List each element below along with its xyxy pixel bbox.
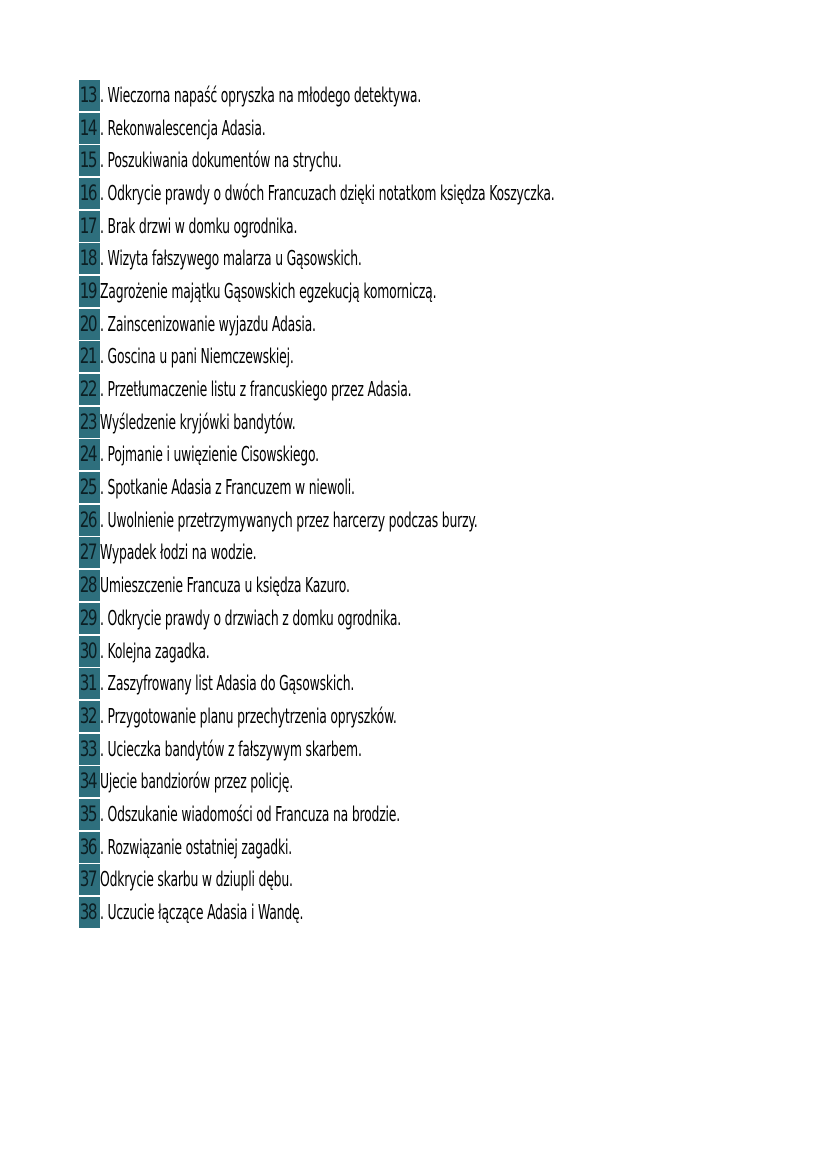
item-number: 28 (79, 573, 97, 598)
item-number: 29 (79, 605, 97, 630)
item-text: . Uczucie łączące Adasia i Wandę. (100, 900, 304, 925)
number-highlight (79, 178, 100, 209)
item-text: . Brak drzwi w domku ogrodnika. (100, 213, 298, 238)
number-highlight (79, 766, 100, 797)
item-text: . Zaszyfrowany list Adasia do Gąsowskich. (100, 671, 355, 696)
item-text: . Zainscenizowanie wyjazdu Adasia. (100, 311, 316, 336)
number-highlight (79, 832, 100, 863)
number-highlight (79, 897, 100, 928)
item-number: 38 (79, 900, 97, 925)
number-highlight (79, 603, 100, 634)
list-item (79, 537, 828, 570)
list-item (79, 864, 828, 897)
number-highlight (79, 636, 100, 667)
list-item (79, 177, 828, 210)
list-item (79, 439, 828, 472)
list-item (79, 798, 828, 831)
item-number: 21 (79, 344, 97, 369)
list-item (79, 275, 828, 308)
item-text: . Poszukiwania dokumentów na strychu. (100, 148, 342, 173)
list-item (79, 341, 828, 374)
number-highlight (79, 341, 100, 372)
number-highlight (79, 439, 100, 470)
number-highlight (79, 701, 100, 732)
item-number: 16 (79, 180, 97, 205)
item-text: . Przetłumaczenie listu z francuskiego przez Adasia. (100, 377, 412, 402)
list-item (79, 79, 828, 112)
number-highlight (79, 374, 100, 405)
item-text: . Przygotowanie planu przechytrzenia opryszków. (100, 703, 397, 728)
item-text: . Rozwiązanie ostatniej zagadki. (100, 834, 292, 859)
number-highlight (79, 472, 100, 503)
list-item (79, 112, 828, 145)
list-item (79, 242, 828, 275)
item-number: 22 (79, 377, 97, 402)
item-text: . Kolejna zagadka. (100, 638, 210, 663)
item-text: . Spotkanie Adasia z Francuzem w niewoli. (100, 475, 355, 500)
list-item (79, 406, 828, 439)
list-item (79, 896, 828, 929)
item-number: 18 (79, 246, 97, 271)
item-text: . Ucieczka bandytów z fałszywym skarbem. (100, 736, 362, 761)
list-item (79, 635, 828, 668)
number-highlight (79, 243, 100, 274)
list-item (79, 210, 828, 243)
item-number: 34 (79, 769, 97, 794)
item-text: Wypadek łodzi na wodzie. (100, 540, 257, 565)
number-highlight (79, 799, 100, 830)
number-highlight (79, 113, 100, 144)
item-number: 19 (79, 278, 97, 303)
item-text: Ujecie bandziorów przez policję. (100, 769, 294, 794)
list-item (79, 471, 828, 504)
number-highlight (79, 276, 100, 307)
item-number: 24 (79, 442, 97, 467)
item-text: Umieszczenie Francuza u księdza Kazuro. (100, 573, 350, 598)
item-number: 26 (79, 507, 97, 532)
item-number: 25 (79, 475, 97, 500)
item-number: 31 (79, 671, 97, 696)
item-number: 32 (79, 703, 97, 728)
list-item (79, 831, 828, 864)
list-item (79, 373, 828, 406)
item-number: 33 (79, 736, 97, 761)
item-number: 15 (79, 148, 97, 173)
item-text: . Odkrycie prawdy o dwóch Francuzach dzięki notatkom księdza Koszyczka. (100, 180, 555, 205)
item-text: . Odszukanie wiadomości od Francuza na brodzie. (100, 801, 401, 826)
number-highlight (79, 80, 100, 111)
item-number: 17 (79, 213, 97, 238)
item-number: 14 (79, 115, 97, 140)
item-number: 20 (79, 311, 97, 336)
number-highlight (79, 537, 100, 568)
item-number: 35 (79, 801, 97, 826)
list-item (79, 700, 828, 733)
list-item (79, 144, 828, 177)
item-number: 27 (79, 540, 97, 565)
item-text: Wyśledzenie kryjówki bandytów. (100, 409, 296, 434)
number-highlight (79, 734, 100, 765)
list-item (79, 667, 828, 700)
number-highlight (79, 570, 100, 601)
item-number: 36 (79, 834, 97, 859)
item-text: . Rekonwalescencja Adasia. (100, 115, 266, 140)
number-highlight (79, 309, 100, 340)
number-highlight (79, 668, 100, 699)
plot-events-list (79, 79, 828, 929)
number-highlight (79, 407, 100, 438)
number-highlight (79, 211, 100, 242)
item-number: 13 (79, 82, 97, 107)
item-text: . Goscina u pani Niemczewskiej. (100, 344, 294, 369)
item-number: 23 (79, 409, 97, 434)
item-text: . Wieczorna napaść opryszka na młodego detektywa. (100, 82, 422, 107)
list-item (79, 765, 828, 798)
item-text: . Pojmanie i uwięzienie Cisowskiego. (100, 442, 319, 467)
item-number: 30 (79, 638, 97, 663)
item-text: . Odkrycie prawdy o drzwiach z domku ogrodnika. (100, 605, 402, 630)
list-item (79, 733, 828, 766)
item-text: . Wizyta fałszywego malarza u Gąsowskich. (100, 246, 362, 271)
item-text: . Uwolnienie przetrzymywanych przez harcerzy podczas burzy. (100, 507, 478, 532)
number-highlight (79, 505, 100, 536)
list-item (79, 308, 828, 341)
list-item (79, 569, 828, 602)
item-number: 37 (79, 867, 97, 892)
item-text: Odkrycie skarbu w dziupli dębu. (100, 867, 293, 892)
number-highlight (79, 864, 100, 895)
list-item (79, 602, 828, 635)
list-item (79, 504, 828, 537)
number-highlight (79, 145, 100, 176)
item-text: Zagrożenie majątku Gąsowskich egzekucją komorniczą. (100, 278, 437, 303)
